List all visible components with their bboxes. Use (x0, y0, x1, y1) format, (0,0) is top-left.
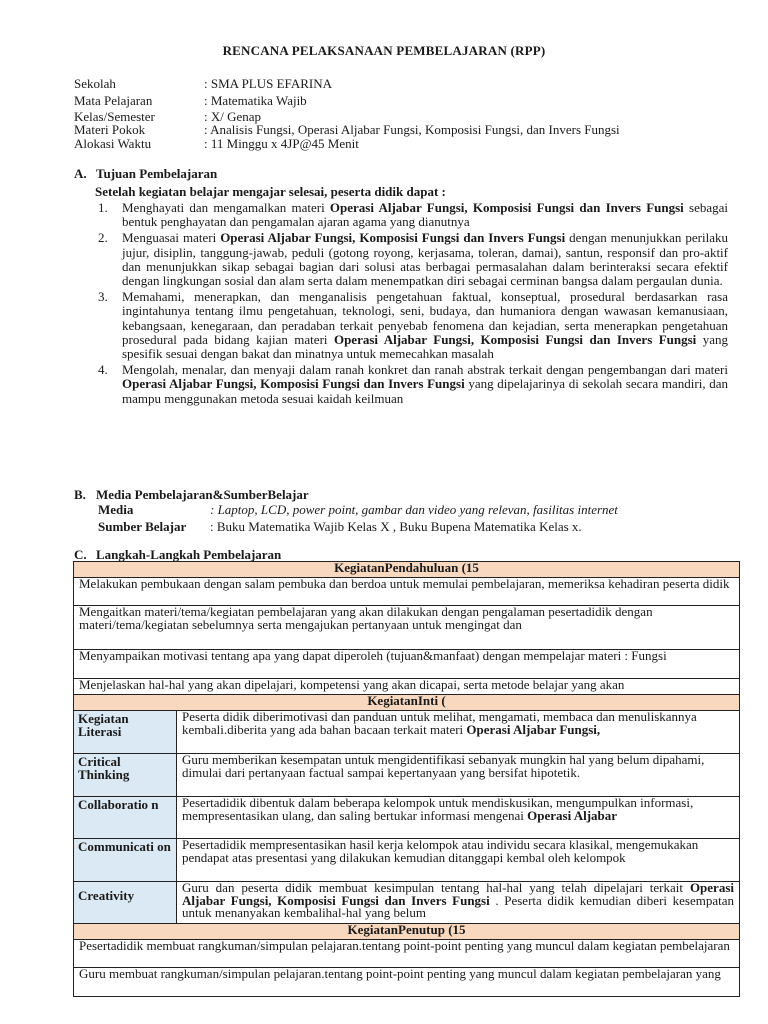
section-a-intro: Setelah kegiatan belajar mengajar selesai, peserta didik dapat : (95, 184, 446, 199)
info-value: : SMA PLUS EFARINA (204, 76, 332, 91)
section-title: Media Pembelajaran&SumberBelajar (96, 487, 309, 502)
item-text-end: dengan menunjukkan perilaku jujur, disiplin, tanggung-jawab, peduli (gotong royong, kerjasama, toleran, damai), santun, responsif dan pro-aktif dan menunjukkan sikap sebagai bagian dari solusi atas berbagai permasalahan dalam berinteraksi secara efektif dengan lingkungan sosial dan alam serta dalam menempatkan diri sebagai cerminan bangsa dalam pergaulan dunia. (122, 230, 728, 289)
row-text (182, 797, 734, 838)
section-title: Langkah-Langkah Pembelajaran (96, 547, 282, 562)
objective-item (98, 201, 728, 229)
row-text: Menjelaskan hal-hal yang akan dipelajari, kompetensi yang akan dicapai, serta metode belajar yang akan (79, 679, 625, 692)
item-number: 3. (98, 289, 108, 305)
info-label: Alokasi Waktu (74, 136, 152, 151)
item-text: Menghayati dan mengamalkan materi (122, 200, 330, 215)
objective-item (98, 290, 728, 361)
row-text-part: Guru memberikan kesempatan untuk mengidentifikasi sebanyak mungkin hal yang belum dipahami, dimulai dari pertanyaan factual sampai kepertanyaan yang bersifat hipotetik. (182, 754, 705, 780)
table-row (74, 968, 740, 997)
objective-item (98, 363, 728, 406)
table-row (74, 578, 740, 606)
row-label: Collaboratio n (74, 797, 177, 839)
row-label: Creativity (74, 882, 177, 924)
info-label: Mata Pelajaran (74, 93, 153, 108)
table-row (74, 679, 740, 695)
table-row (177, 882, 740, 924)
info-value: : Matematika Wajib (204, 93, 307, 108)
section-letter: B. (74, 487, 86, 502)
item-text-end: yang dipelajarinya di sekolah secara mandiri, dan mampu menggunakan metoda sesuai kaidah keilmuan (122, 376, 728, 406)
row-text: Pesertadidik membuat rangkuman/simpulan pelajaran.tentang point-point penting yang muncul dalam kegiatan pembelajaran (79, 940, 730, 953)
section-title: Tujuan Pembelajaran (96, 166, 218, 181)
item-number: 2. (98, 230, 108, 246)
info-value: : Analisis Fungsi, Operasi Aljabar Fungsi, Komposisi Fungsi, dan Invers Fungsi (204, 122, 620, 137)
row-text-part: Pesertadidik mempresentasikan hasil kerja kelompok atau individu secara klasikal, mengemukakan pendapat atas presentasi yang dilakukan kemudian ditanggapi kembal oleh kelompok (182, 839, 699, 865)
row-label: Critical Thinking (74, 754, 177, 797)
document-title: RENCANA PELAKSANAAN PEMBELAJARAN (RPP) (222, 43, 546, 58)
section-letter: C. (74, 547, 87, 562)
item-bold-text: Operasi Aljabar Fungsi, Komposisi Fungsi dan Invers Fungsi (333, 331, 697, 347)
row-text (182, 882, 734, 923)
row-bold-text: Operasi Aljabar Fungsi, Komposisi Fungsi dan Invers Fungsi (182, 882, 734, 908)
item-bold-text: Operasi Aljabar Fungsi, Komposisi Fungsi dan Invers Fungsi (122, 376, 465, 392)
item-number: 1. (98, 200, 108, 215)
row-text (182, 754, 734, 796)
table-row (74, 940, 740, 968)
item-number: 4. (98, 362, 108, 378)
info-value: : X/ Genap (204, 109, 262, 124)
row-text-end: . Peserta didik kemudian diberi kesempatan untuk menanyakan kembalihal-hal yang belum (182, 892, 734, 921)
objective-item (98, 231, 728, 288)
row-text: Mengaitkan materi/tema/kegiatan pembelajaran yang akan dilakukan dengan pengalaman pesertadidik dengan materi/tema/kegiatan sebelumnya serta mengajukan pertanyaan untuk mengingat dan (79, 606, 653, 632)
penutup-header: KegiatanPenutup (15 (74, 924, 740, 940)
sumber-value: : Buku Matematika Wajib Kelas X , Buku Bupena Matematika Kelas x. (210, 519, 582, 534)
row-bold-text: Operasi Aljabar (527, 807, 618, 823)
section-c-heading (74, 548, 281, 562)
info-value: : 11 Minggu x 4JP@45 Menit (204, 136, 359, 151)
row-text: Menyampaikan motivasi tentang apa yang dapat diperoleh (tujuan&manfaat) dengan mempelajar materi : Fungsi (79, 650, 667, 663)
table-row (177, 797, 740, 839)
row-label: Kegiatan Literasi (74, 711, 177, 754)
row-text: Melakukan pembukaan dengan salam pembuka dan berdoa untuk memulai pembelajaran, memeriksa kehadiran peserta didik (79, 578, 730, 591)
item-text: Mengolah, menalar, dan menyaji dalam ranah konkret dan ranah abstrak terkait dengan pengembangan dari materi (122, 362, 728, 378)
item-text-end: yang spesifik sesuai dengan bakat dan minatnya untuk memecahkan masalah (122, 331, 728, 362)
pendahuluan-header: KegiatanPendahuluan (15 (74, 562, 740, 578)
item-text-end: sebagai bentuk penghayatan dan pengamalan ajaran agama yang dianutnya (122, 200, 728, 230)
inti-header: KegiatanInti ( (74, 695, 740, 711)
section-b-heading (74, 488, 309, 502)
row-text-part: Pesertadidik dibentuk dalam beberapa kelompok untuk mendiskusikan, mengumpulkan informasi, mempresentasikan ulang, dan saling bertukar informasi mengenai (182, 797, 694, 823)
item-text: Menguasai materi (122, 230, 221, 246)
table-row (177, 839, 740, 882)
row-text-part: Guru dan peserta didik membuat kesimpulan tentang hal-hal yang telah dipelajari terkait (182, 882, 690, 895)
table-row (177, 711, 740, 754)
media-label: Media (98, 502, 134, 517)
objectives-list (98, 201, 728, 408)
row-text (182, 839, 734, 881)
row-label: Communicati on (74, 839, 177, 882)
section-a-heading (74, 167, 217, 181)
item-bold-text: Operasi Aljabar Fungsi, Komposisi Fungsi dan Invers Fungsi (220, 230, 566, 246)
steps-table (73, 561, 740, 997)
row-text-part: Peserta didik diberimotivasi dan panduan untuk melihat, mengamati, membaca dan menuliskannya kembali.diberita yang ada bahan bacaan terkait materi (182, 711, 697, 737)
row-bold-text: Operasi Aljabar Fungsi, (466, 721, 601, 737)
section-letter: A. (74, 166, 87, 181)
info-label: Materi Pokok (74, 122, 146, 137)
sumber-label: Sumber Belajar (98, 519, 187, 534)
row-text (182, 711, 734, 753)
table-row (177, 754, 740, 797)
row-text: Guru membuat rangkuman/simpulan pelajaran.tentang point-point penting yang muncul dalam kegiatan pembelajaran yang (79, 968, 721, 981)
table-row (74, 606, 740, 650)
item-text: Memahami, menerapkan, dan menganalisis pengetahuan faktual, konseptual, prosedural berdasarkan rasa ingintahunya tentang ilmu pengetahuan, teknologi, seni, budaya, dan humaniora dengan wawasan kemanusiaan, kebangsaan, kenegaraan, dan peradaban terkait penyebab fenomena dan kejadian, serta menerapkan pengetahuan prosedural pada bidang kajian materi (122, 289, 728, 347)
info-label: Kelas/Semester (74, 109, 155, 124)
table-row (74, 650, 740, 679)
media-value: : Laptop, LCD, power point, gambar dan video yang relevan, fasilitas internet (210, 502, 618, 517)
info-label: Sekolah (74, 76, 116, 91)
item-bold-text: Operasi Aljabar Fungsi, Komposisi Fungsi dan Invers Fungsi (329, 200, 684, 215)
